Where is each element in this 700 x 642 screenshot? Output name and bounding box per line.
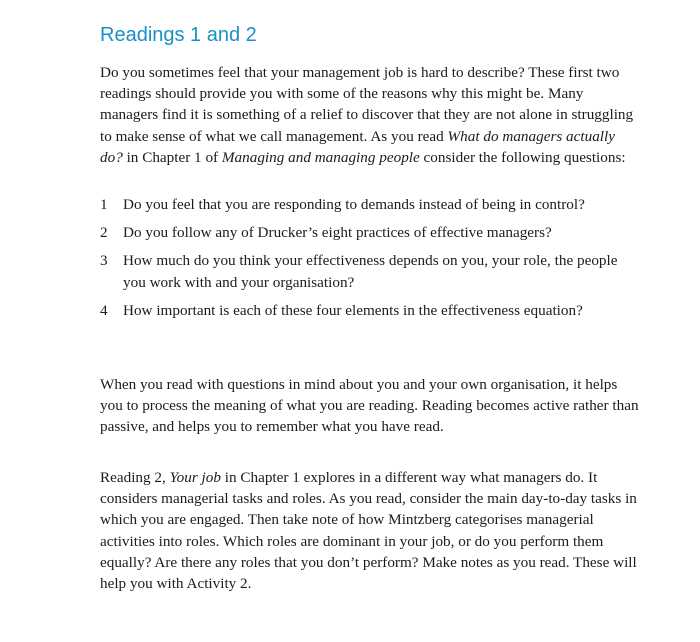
- list-item: [100, 250, 640, 292]
- list-item-number: 4: [100, 301, 108, 319]
- list-item-text: How important is each of these four elements in the effectiveness equation?: [123, 301, 583, 319]
- list-item-number: 2: [100, 224, 108, 242]
- list-item-text: Do you follow any of Drucker’s eight practices of effective managers?: [123, 224, 552, 242]
- paragraph-text: Reading 2,: [100, 469, 170, 486]
- intro-paragraph: [100, 62, 640, 168]
- list-item-text: How much do you think your effectiveness depends on you, your role, the people you work with and your organisation?: [123, 252, 618, 291]
- list-item-text: Do you feel that you are responding to demands instead of being in control?: [123, 196, 585, 213]
- paragraph-reading-practice: [100, 374, 640, 438]
- book-title: Managing and managing people: [221, 148, 420, 166]
- list-item-number: 3: [100, 252, 108, 270]
- chapter-title-reading2: Your job: [169, 469, 221, 486]
- list-item: [100, 194, 640, 215]
- list-item: [100, 300, 640, 321]
- section-heading: Readings 1 and 2: [100, 24, 257, 46]
- paragraph-reading-2: [100, 467, 640, 594]
- list-item: [100, 222, 640, 243]
- intro-text: in Chapter 1 of: [122, 148, 222, 166]
- paragraph-text: When you read with questions in mind about you and your own organisation, it helps you to process the meaning of what you are reading. Reading becomes active rather than passive, and helps you to remember what you have read.: [100, 376, 639, 436]
- list-item-number: 1: [100, 196, 108, 213]
- chapter-title-reading1: What do managers actually do?: [100, 127, 615, 166]
- question-list: [100, 194, 640, 328]
- paragraph-text: in Chapter 1 explores in a different way what managers do. It considers managerial tasks and roles. As you read, consider the main day-to-day tasks in which you are engaged. Then take note of how Mintzberg categorises managerial activities into roles. Which roles are dominant in your job, or do you perform them equally? Are there any roles that you don’t perform? Make notes as you read. These will help you with Activity 2.: [100, 469, 637, 593]
- intro-text: consider the following questions:: [419, 148, 626, 166]
- intro-text: Do you sometimes feel that your management job is hard to describe? These first two readings should provide you with some of the reasons why this might be. Many managers find it is something of a relief to discover that they are not alone in struggling to make sense of what we call management. As you read: [100, 64, 634, 145]
